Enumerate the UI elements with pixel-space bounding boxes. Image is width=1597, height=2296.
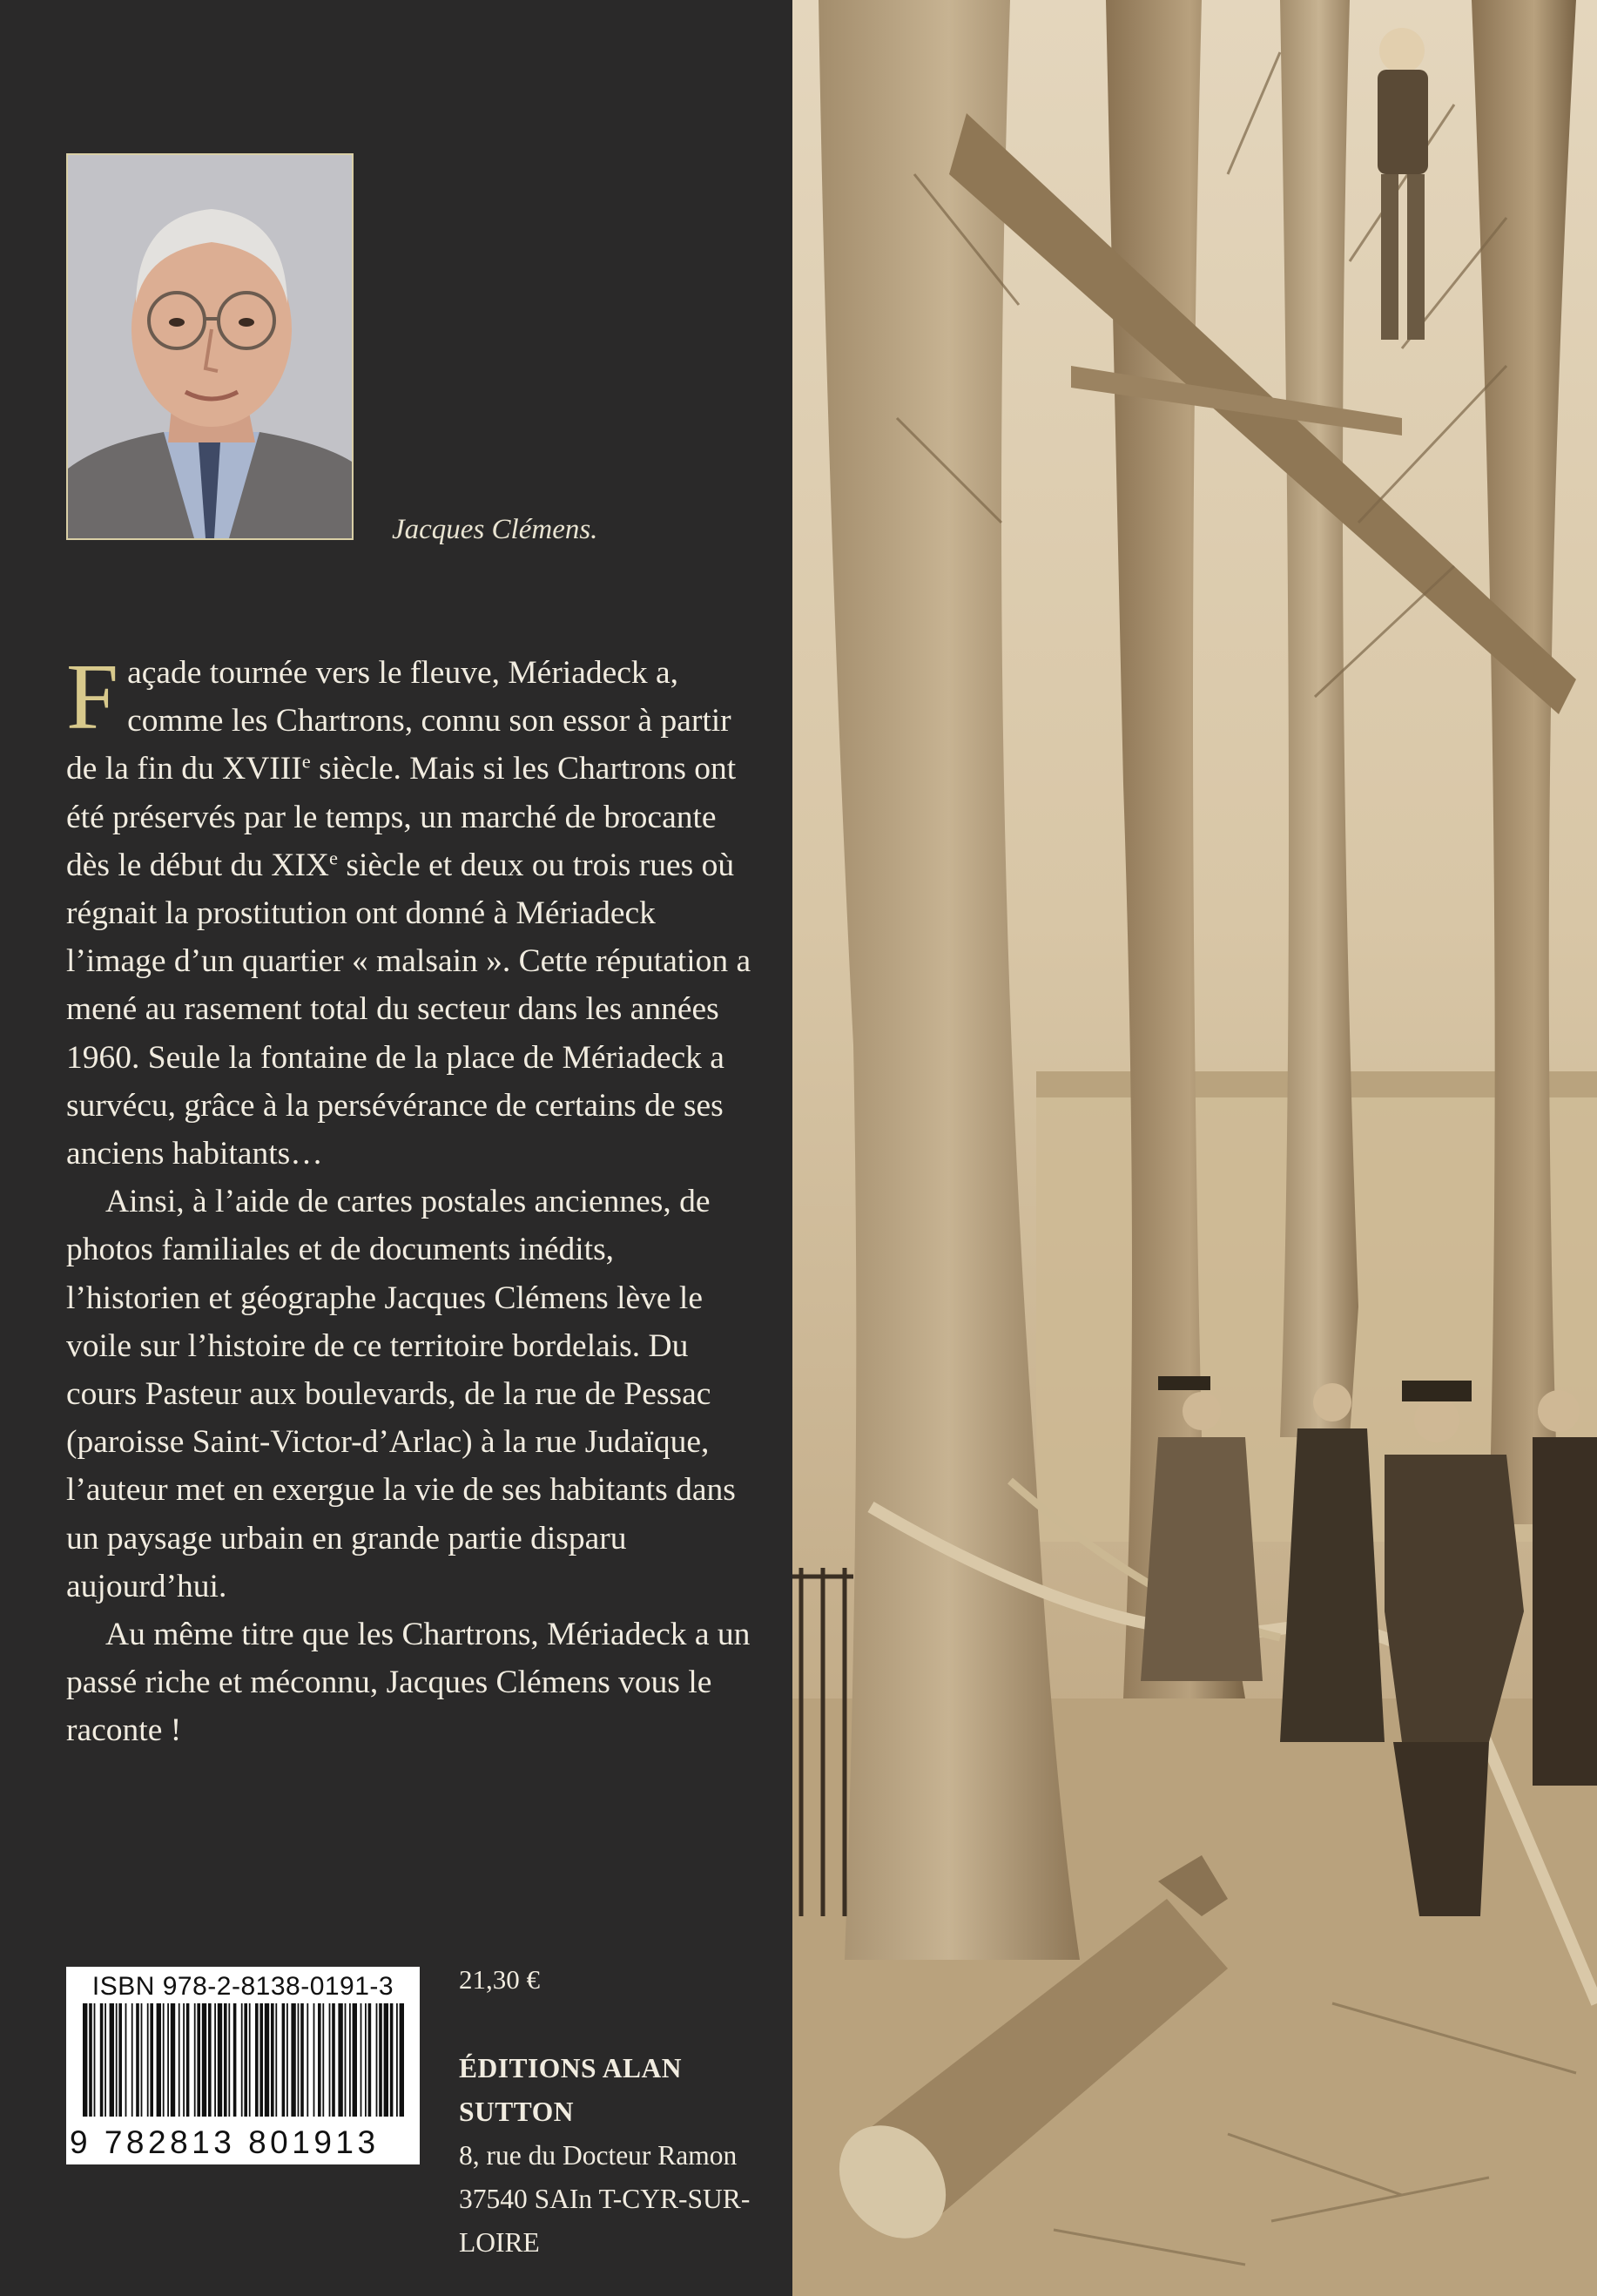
barcode-bar [298, 2003, 300, 2117]
blurb-paragraph-2: Ainsi, à l’aide de cartes postales anciennes, de photos familiales et de documents inédits, l’historien et géographe Jacques Clémens lève le voile sur l’histoire de ce territoire bordelais. Du cours Pasteur aux boulevards, de la rue de Pessac (paroisse Saint-Victor-d’Arlac) à la rue Judaïque, l’auteur met en exergue la vie de ses habitants dans un paysage urbain en grande partie disparu aujourd’hui. [66, 1184, 736, 1604]
barcode-bar [147, 2003, 149, 2117]
barcode-bar [249, 2003, 251, 2117]
barcode-bar [345, 2003, 347, 2117]
author-portrait-image [68, 155, 352, 538]
barcode-bar [179, 2003, 180, 2117]
barcode-bar [186, 2003, 190, 2117]
barcode-bar [167, 2003, 169, 2117]
barcode-bar [307, 2003, 308, 2117]
barcode-bar [353, 2003, 357, 2117]
publisher-address-line-1: 8, rue du Docteur Ramon [459, 2140, 738, 2171]
price: 21,30 € [459, 1964, 540, 1995]
barcode-bar [332, 2003, 335, 2117]
barcode-bar [202, 2003, 206, 2117]
barcode-bar [110, 2003, 114, 2117]
barcode-bar [368, 2003, 372, 2117]
barcode-bar [131, 2003, 133, 2117]
barcode-bar [208, 2003, 212, 2117]
barcode-bar [255, 2003, 259, 2117]
barcode-bar [390, 2003, 394, 2117]
isbn-barcode-box [66, 1967, 420, 2164]
barcode-bar [313, 2003, 315, 2117]
sepia-photograph-scene [792, 0, 1597, 2296]
barcode-bar [136, 2003, 139, 2117]
barcode-bar [83, 2003, 87, 2117]
barcode-bar [322, 2003, 324, 2117]
barcode-bars [77, 2003, 408, 2134]
barcode-bar [396, 2003, 398, 2117]
barcode-bar [384, 2003, 388, 2117]
barcode-bar [275, 2003, 277, 2117]
barcode-bar [241, 2003, 243, 2117]
isbn-label: ISBN 978-2-8138-0191-3 [91, 1972, 394, 2001]
barcode-bar [104, 2003, 106, 2117]
blurb-paragraph-3: Au même titre que les Chartrons, Mériadeck a un passé riche et méconnu, Jacques Clémens vous le raconte ! [66, 1617, 751, 1749]
barcode-bar [259, 2003, 263, 2117]
barcode-bar [157, 2003, 161, 2117]
barcode-bar [197, 2003, 200, 2117]
barcode-bar [329, 2003, 331, 2117]
barcode-bar [94, 2003, 96, 2117]
back-cover-text-panel [0, 0, 792, 2296]
barcode-bar [338, 2003, 342, 2117]
barcode-bar [100, 2003, 104, 2117]
barcode-bar [183, 2003, 185, 2117]
publisher-block [459, 2047, 790, 2265]
barcode-bar [282, 2003, 286, 2117]
barcode-digits: 9 782813 801913 [70, 2124, 380, 2160]
barcode-bar [141, 2003, 143, 2117]
barcode-bar [265, 2003, 269, 2117]
barcode-bar [214, 2003, 216, 2117]
barcode-bar [286, 2003, 288, 2117]
barcode-bar [318, 2003, 321, 2117]
barcode-bar [379, 2003, 382, 2117]
barcode-bar [171, 2003, 175, 2117]
author-caption: Jacques Clémens. [392, 514, 598, 545]
barcode-bar [116, 2003, 118, 2117]
barcode-bar [349, 2003, 351, 2117]
blurb-text [66, 645, 754, 1755]
barcode-bar [194, 2003, 196, 2117]
barcode-bar [224, 2003, 227, 2117]
barcode-bar [125, 2003, 127, 2117]
sepia-photograph [792, 0, 1597, 2296]
barcode-bar [218, 2003, 222, 2117]
barcode-bar [228, 2003, 230, 2117]
publisher-name: ÉDITIONS ALAN SUTTON [459, 2053, 682, 2127]
barcode-bar [271, 2003, 274, 2117]
barcode-bar [244, 2003, 247, 2117]
barcode-bar [400, 2003, 404, 2117]
barcode-bar [118, 2003, 122, 2117]
barcode-bar [233, 2003, 237, 2117]
barcode-bar [300, 2003, 304, 2117]
barcode-bar [361, 2003, 362, 2117]
publisher-address-line-2: 37540 SAIn T-CYR-SUR-LOIRE [459, 2184, 751, 2258]
author-portrait [66, 153, 354, 540]
barcode-bar [291, 2003, 295, 2117]
blurb-paragraph-1: Façade tournée vers le fleuve, Mériadeck a, comme les Chartrons, connu son essor à partir de la fin du XVIIIe siècle. Mais si les Chartrons ont été préservés par le temps, un marché de brocante dès le début du XIXe siècle et deux ou trois rues où régnait la prostitution ont donné à Mériadeck l’image d’un quartier « malsain ». Cette réputation a mené au rasement total du secteur dans les années 1960. Seule la fontaine de la place de Mériadeck a survécu, grâce à la persévérance de certains de ses anciens habitants… [66, 645, 751, 1172]
barcode-bar [376, 2003, 378, 2117]
barcode-bar [89, 2003, 92, 2117]
barcode-bar [150, 2003, 153, 2117]
barcode-bar [365, 2003, 367, 2117]
barcode-bar [163, 2003, 165, 2117]
